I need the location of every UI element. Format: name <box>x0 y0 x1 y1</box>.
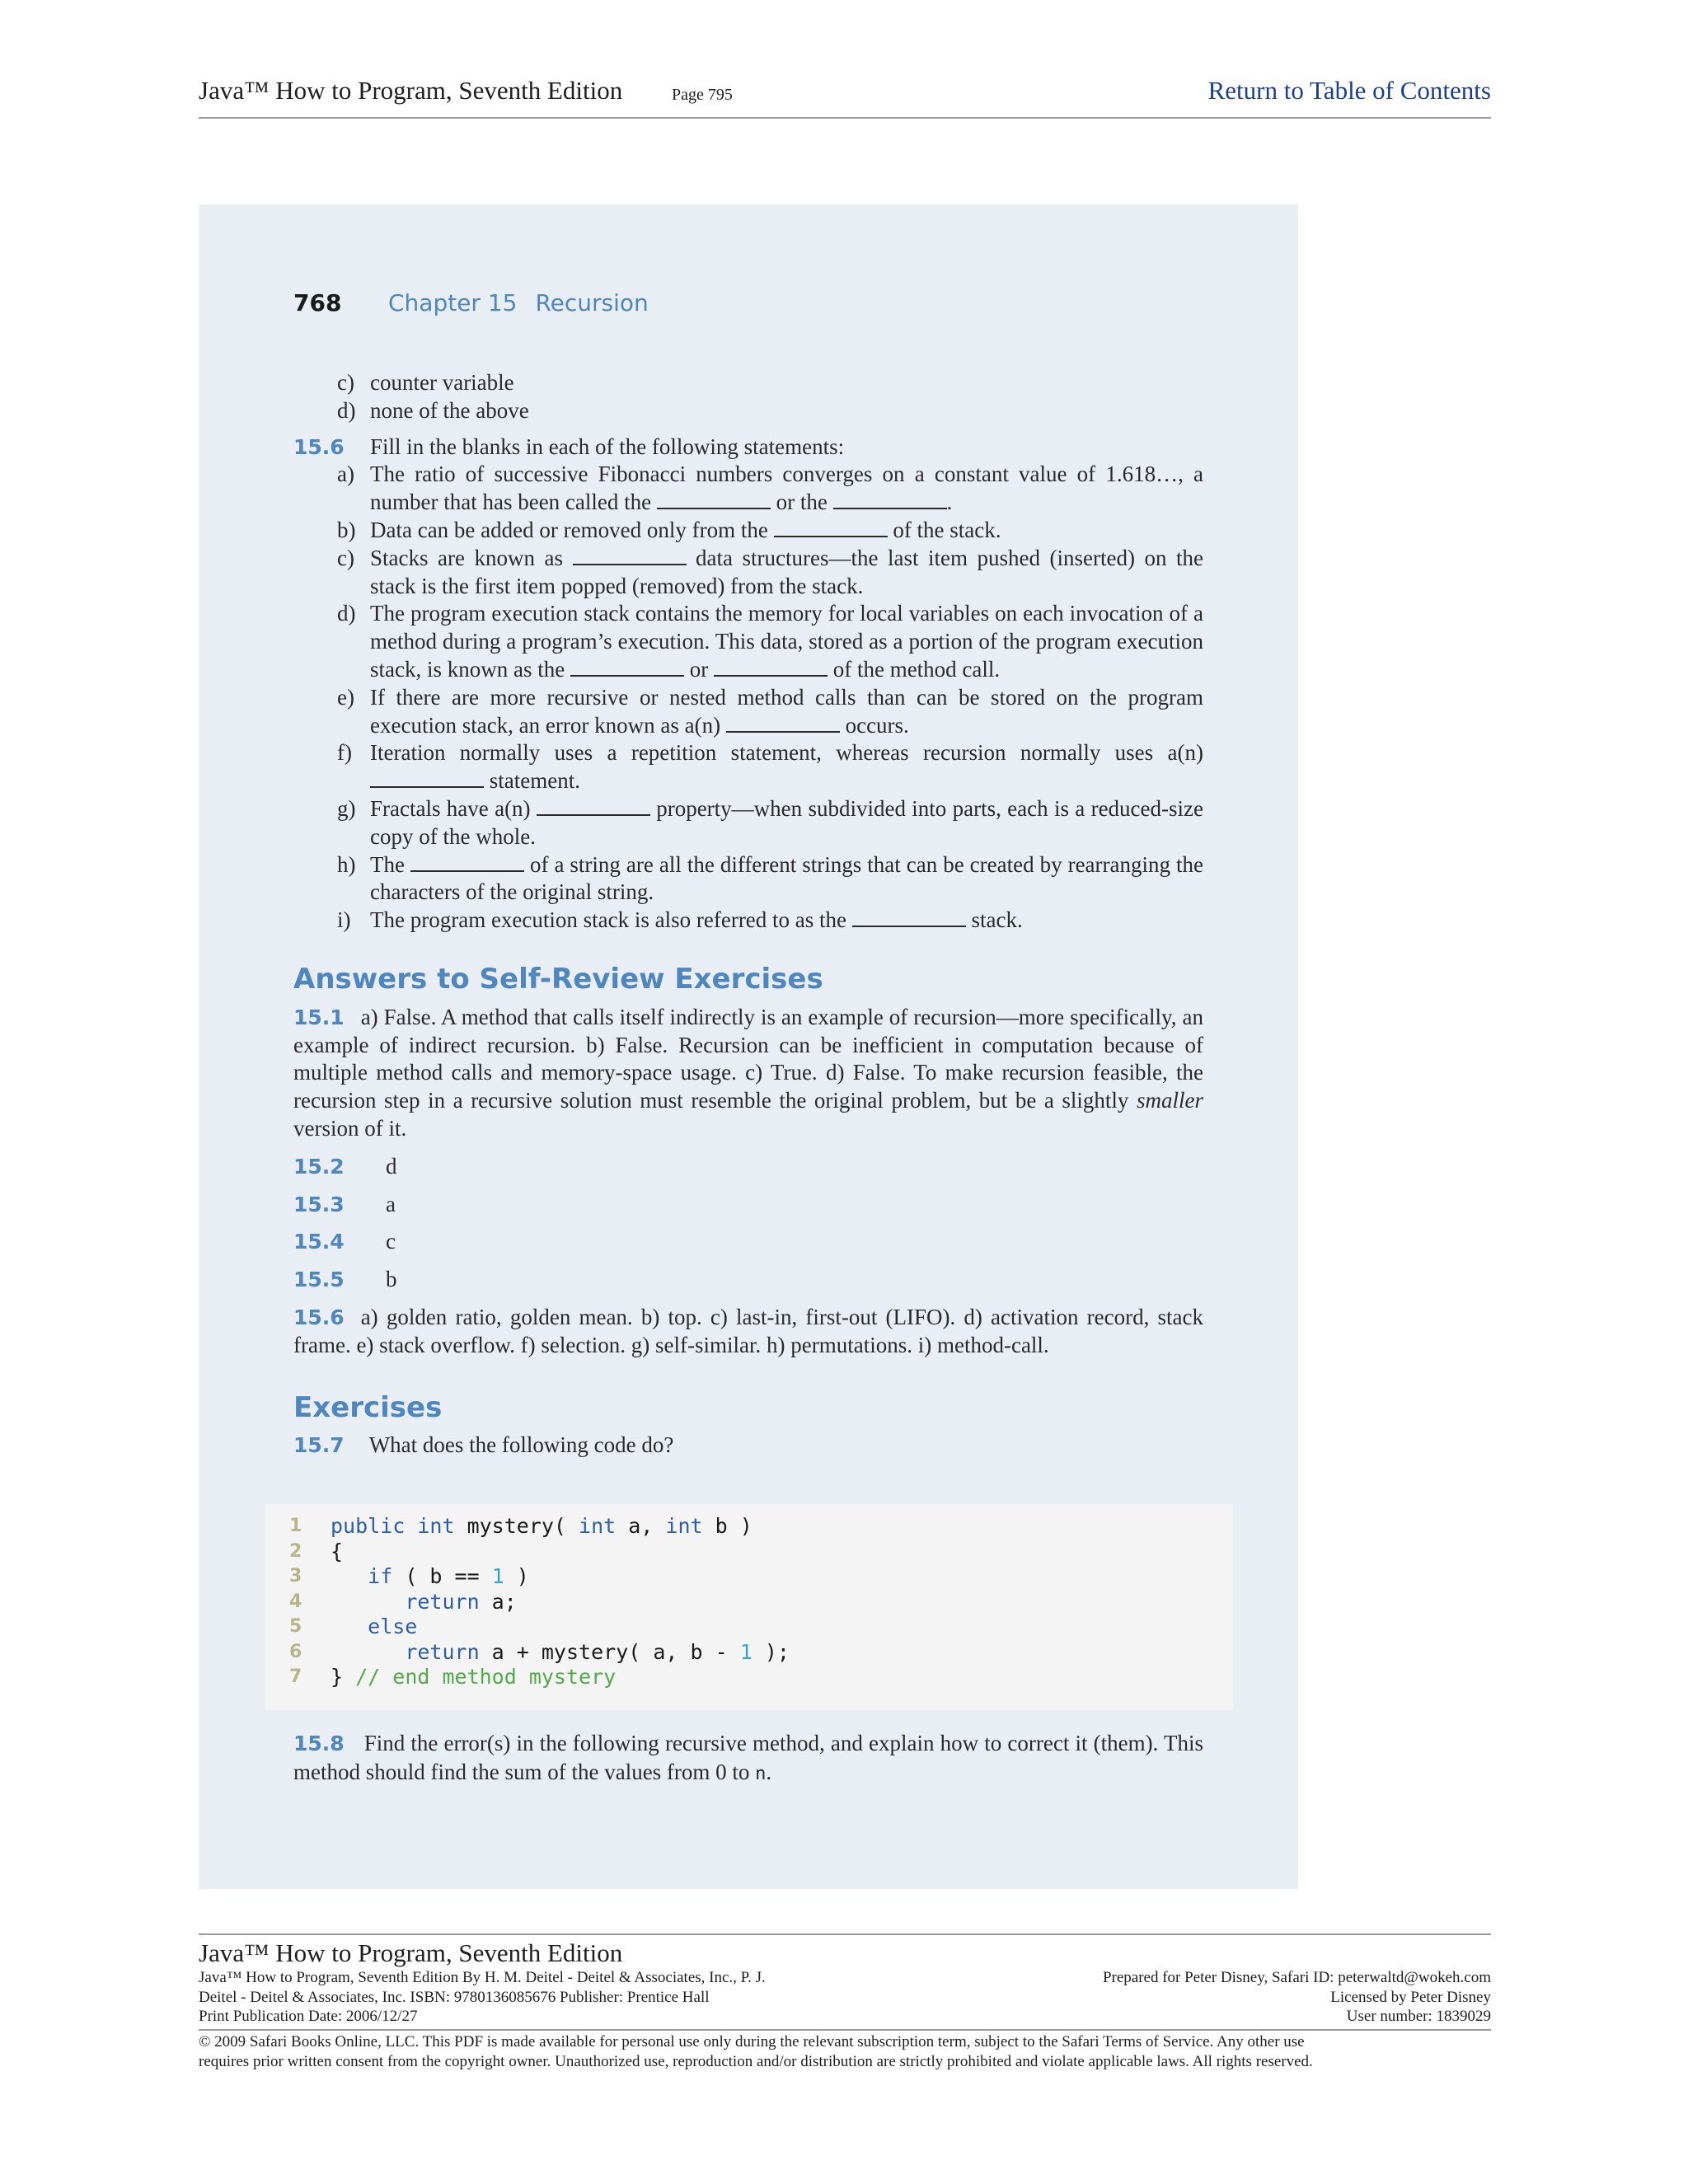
fill-in-item <box>293 461 1203 517</box>
item-text: The program execution stack is also referred to as the <box>370 907 852 933</box>
code-line <box>265 1514 1233 1540</box>
answer-blank <box>726 713 840 733</box>
code-token: ) <box>504 1564 529 1588</box>
fill-in-item <box>293 907 1203 935</box>
code-token: a; <box>479 1589 517 1614</box>
book-page <box>199 204 1298 1889</box>
exercise-number: 15.8 <box>293 1732 345 1755</box>
answer-blank <box>833 490 947 509</box>
exercise-text: Find the error(s) in the following recursive method, and explain how to correct it (them). This method should find the sum of the values from 0 to <box>293 1731 1203 1784</box>
short-answer <box>293 1153 1203 1181</box>
line-number: 6 <box>289 1641 302 1662</box>
answer-text: b <box>386 1267 397 1292</box>
copyright-notice <box>199 2029 1491 2071</box>
item-label: f) <box>337 740 352 766</box>
item-text: data structures—the last item pushed (inserted) on the stack is the first item popped (removed) from the stack. <box>370 545 1203 598</box>
license-line: User number: 1839029 <box>1346 2008 1491 2025</box>
publication-line: Java™ How to Program, Seventh Edition By H. M. Deitel - Deitel & Associates, Inc., P. J. <box>199 1969 766 1986</box>
code-token <box>331 1640 405 1664</box>
book-page-number: 768 <box>293 289 342 316</box>
short-answer <box>293 1266 1203 1294</box>
code-token: b ) <box>702 1514 753 1538</box>
item-text: Iteration normally uses a repetition statement, whereas recursion normally uses a(n) <box>370 740 1203 766</box>
exercise-15-8 <box>293 1729 1203 1788</box>
code-token: return <box>405 1639 480 1664</box>
short-answers <box>293 1153 1203 1294</box>
line-number: 1 <box>289 1516 302 1536</box>
answer-number: 15.2 <box>293 1154 345 1179</box>
book-title: Java™ How to Program, Seventh Edition <box>199 76 623 105</box>
code-token: } <box>331 1665 356 1689</box>
code-text <box>331 1564 529 1590</box>
answer-emphasis: smaller <box>1137 1088 1203 1113</box>
page-footer <box>199 1933 1491 2071</box>
answer-text-end: version of it. <box>293 1115 407 1141</box>
answer-number: 15.5 <box>293 1268 345 1292</box>
item-text: of the method call. <box>827 656 1001 682</box>
chapter-label: Chapter 15 <box>388 289 518 316</box>
return-to-toc-link[interactable]: Return to Table of Contents <box>1207 76 1491 105</box>
code-line <box>265 1640 1233 1666</box>
code-line <box>265 1665 1233 1690</box>
item-text: or <box>683 656 714 682</box>
answer-15-6 <box>293 1304 1203 1360</box>
item-text: If there are more recursive or nested method calls than can be stored on the program execution stack, an error known as a(n) <box>370 684 1203 738</box>
publication-line: Deitel - Deitel & Associates, Inc. ISBN: 9780136085676 Publisher: Prentice Hall <box>199 1988 710 2006</box>
item-text: stack. <box>965 907 1023 933</box>
item-text: property—when subdivided into parts, each is a reduced-size copy of the whole. <box>370 795 1203 849</box>
fill-in-item <box>293 545 1203 601</box>
option-label: c) <box>337 370 354 395</box>
item-label: a) <box>337 462 354 487</box>
answer-text: a) False. A method that calls itself indirectly is an example of recursion—more specifically, an example of indirect recursion. b) False. Recursion can be inefficient in computation because of multiple method calls and memory-space usage. c) True. d) False. To make recursion feasible, the recursion step in a recursive solution must resemble the original problem, but be a slightly <box>293 1004 1203 1113</box>
exercise-number: 15.7 <box>293 1433 345 1458</box>
code-token: ); <box>752 1639 790 1664</box>
exercise-15-6 <box>293 434 1203 462</box>
fill-in-item <box>293 684 1203 740</box>
answers-section-title: Answers to Self-Review Exercises <box>293 962 823 996</box>
item-text: Data can be added or removed only from the <box>370 517 774 542</box>
code-token: a, <box>616 1514 666 1538</box>
item-label: e) <box>337 684 354 710</box>
code-line <box>265 1590 1233 1615</box>
answer-blank <box>852 907 966 927</box>
answer-blank <box>573 546 687 565</box>
page-reference: Page 795 <box>672 86 733 104</box>
fill-in-item <box>293 517 1203 545</box>
answer-text: d <box>386 1153 397 1179</box>
item-label: i) <box>337 907 351 933</box>
item-label: c) <box>337 545 354 570</box>
item-text: statement. <box>484 768 580 794</box>
code-token: int <box>665 1514 703 1538</box>
item-label: g) <box>337 795 356 821</box>
item-text: The ratio of successive Fibonacci numbers converges on a constant value of 1.618…, a number that has been called the <box>370 462 1203 515</box>
copyright-line: © 2009 Safari Books Online, LLC. This PDF is made available for personal use only during the relevant subscription term, subject to the Safari Terms of Service. Any other use <box>199 2033 1305 2050</box>
code-token <box>331 1590 405 1614</box>
option-item <box>293 397 1203 425</box>
answer-blank <box>410 852 524 872</box>
footer-meta <box>199 1968 1491 2026</box>
option-text: counter variable <box>370 370 514 395</box>
item-text: . <box>946 490 953 515</box>
publication-line: Print Publication Date: 2006/12/27 <box>199 2008 418 2025</box>
item-text: Fractals have a(n) <box>370 795 537 821</box>
item-label: d) <box>337 601 356 626</box>
code-token: ( b == <box>392 1564 492 1588</box>
page-header <box>199 76 1491 119</box>
code-token: { <box>331 1539 344 1563</box>
code-token: 1 <box>739 1639 753 1664</box>
answer-blank <box>657 490 771 509</box>
code-token: int <box>579 1514 617 1538</box>
code-token: 1 <box>491 1564 504 1588</box>
license-line: Licensed by Peter Disney <box>1330 1988 1491 2006</box>
short-answer <box>293 1228 1203 1256</box>
code-token <box>331 1564 368 1588</box>
answer-text: c <box>386 1229 396 1254</box>
exercise-text-end: . <box>766 1760 772 1784</box>
exercise-number: 15.6 <box>293 434 345 459</box>
item-text: of a string are all the different strings that can be created by rearranging the characters of the original string. <box>370 851 1203 905</box>
fill-in-item <box>293 851 1203 907</box>
line-number: 3 <box>289 1566 302 1586</box>
exercise-prompt: Fill in the blanks in each of the following statements: <box>370 434 845 459</box>
line-number: 2 <box>289 1540 302 1562</box>
code-listing <box>265 1504 1233 1710</box>
publication-info <box>199 1968 766 2027</box>
code-line <box>265 1564 1233 1590</box>
copyright-line: requires prior written consent from the copyright owner. Unauthorized use, reproduction and/or distribution are strictly prohibited and violate applicable laws. All rights reserved. <box>199 2052 1313 2070</box>
chapter-title: Recursion <box>535 289 649 316</box>
item-text: or the <box>770 490 833 515</box>
answer-15-1 <box>293 1004 1203 1143</box>
code-token: return <box>405 1589 480 1614</box>
exercise-15-7 <box>293 1432 1203 1460</box>
item-text: of the stack. <box>887 517 1001 542</box>
license-info <box>1103 1968 1491 2027</box>
code-token: else <box>368 1615 418 1638</box>
item-text: Stacks are known as <box>370 545 573 570</box>
short-answer <box>293 1191 1203 1219</box>
item-text: occurs. <box>839 712 909 738</box>
line-number: 7 <box>289 1666 302 1687</box>
chapter-heading <box>388 289 649 316</box>
line-number: 5 <box>289 1616 302 1637</box>
footer-title: Java™ How to Program, Seventh Edition <box>199 1938 623 1967</box>
code-token: a + mystery( a, b - <box>479 1639 740 1664</box>
code-text <box>331 1514 753 1540</box>
answer-text: a) golden ratio, golden mean. b) top. c) last-in, first-out (LIFO). d) activation record, stack frame. e) stack overflow. f) selection. g) self-similar. h) permutations. i) method-call. <box>293 1304 1203 1357</box>
answer-blank <box>537 796 650 816</box>
fill-in-item <box>293 795 1203 851</box>
answer-blank <box>714 657 828 677</box>
fill-in-item <box>293 739 1203 795</box>
answer-number: 15.4 <box>293 1230 345 1254</box>
fill-in-item <box>293 600 1203 683</box>
item-label: h) <box>337 851 356 877</box>
exercises-section-title: Exercises <box>293 1390 443 1424</box>
option-item <box>293 369 1203 397</box>
page-content <box>293 369 1203 1460</box>
license-line: Prepared for Peter Disney, Safari ID: peterwaltd@wokeh.com <box>1102 1969 1491 1986</box>
code-token: mystery( <box>454 1514 579 1538</box>
code-text <box>331 1590 517 1615</box>
code-token: // end method mystery <box>355 1665 617 1689</box>
code-line <box>265 1540 1233 1565</box>
option-text: none of the above <box>370 397 529 423</box>
line-number: 4 <box>289 1591 302 1612</box>
answer-number: 15.1 <box>293 1005 345 1029</box>
item-label: b) <box>337 517 356 542</box>
answer-number: 15.6 <box>293 1305 345 1329</box>
code-token <box>331 1615 368 1638</box>
answer-blank <box>774 518 888 537</box>
code-token: if <box>368 1564 393 1588</box>
previous-exercise-options <box>293 369 1203 425</box>
option-label: d) <box>337 397 356 423</box>
fill-in-items <box>293 461 1203 935</box>
code-line <box>265 1615 1233 1640</box>
code-token: public int <box>331 1514 455 1538</box>
inline-code: n <box>755 1764 767 1784</box>
item-text: The program execution stack contains the memory for local variables on each invocation of a method during a program’s execution. This data, stored as a portion of the program execution stack, is known as the <box>370 601 1203 682</box>
code-text <box>331 1665 616 1690</box>
answer-number: 15.3 <box>293 1192 345 1216</box>
code-text <box>331 1615 417 1640</box>
code-text <box>331 1540 343 1565</box>
answer-blank <box>570 657 684 677</box>
item-text: The <box>370 851 410 877</box>
exercise-text: What does the following code do? <box>368 1432 674 1458</box>
answer-text: a <box>386 1191 396 1216</box>
code-text <box>331 1640 790 1666</box>
answer-blank <box>370 768 484 788</box>
